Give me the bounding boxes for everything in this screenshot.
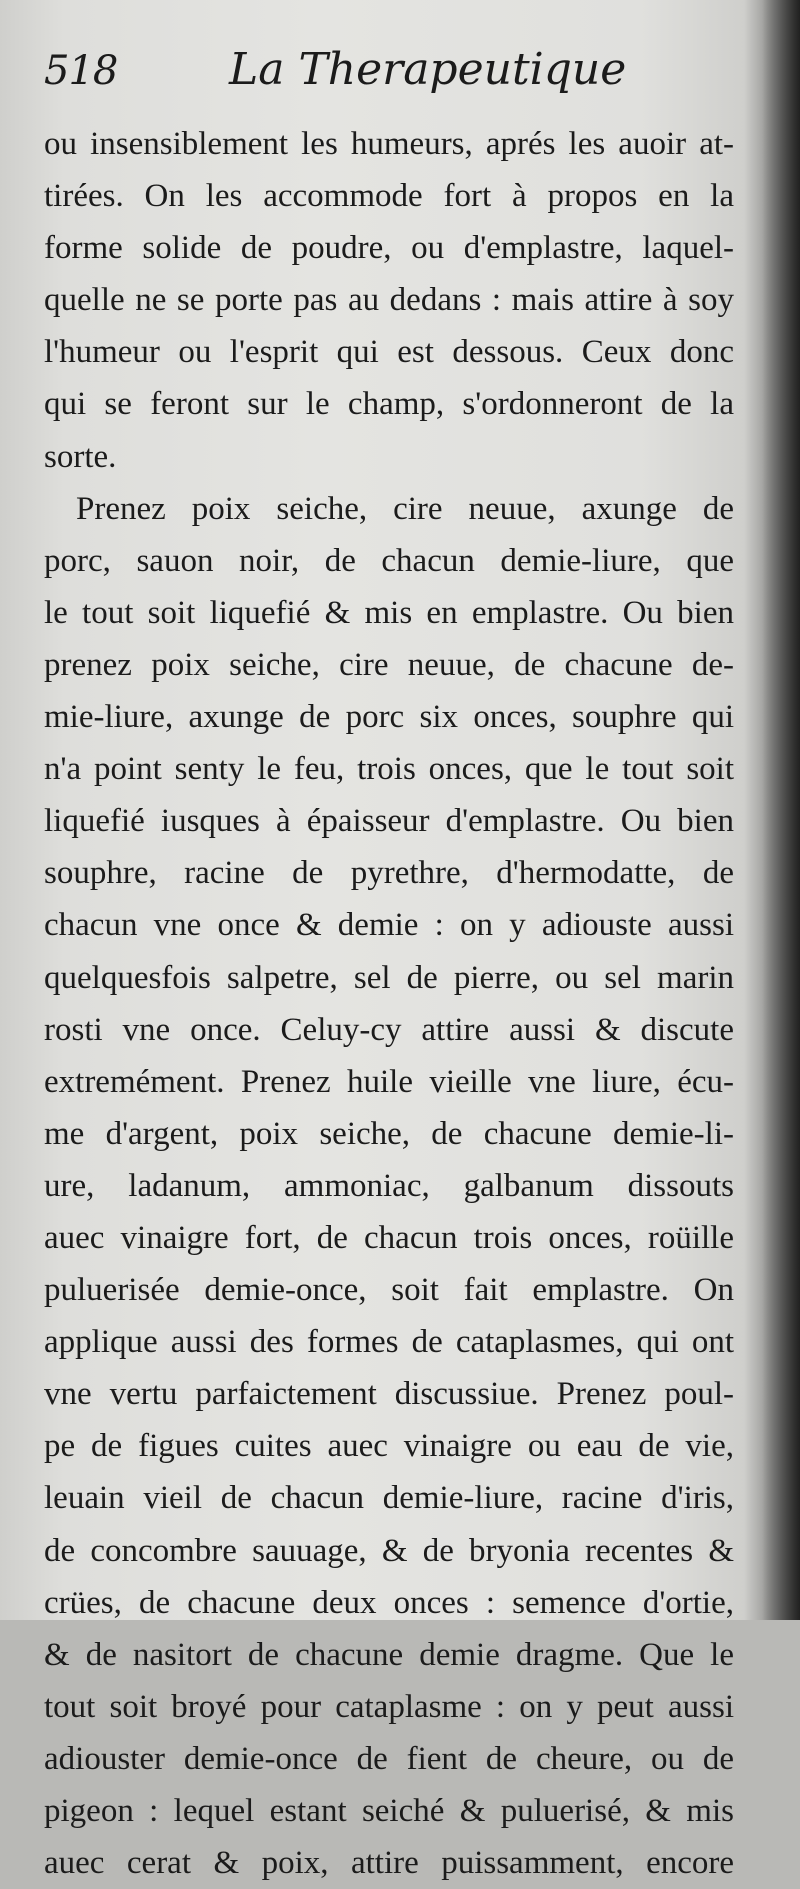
page-header <box>44 44 734 114</box>
text-line: souphre, racine de pyrethre, d'hermodatte, de <box>44 855 734 892</box>
text-line: vne vertu parfaictement discussiue. Prenez poul- <box>44 1376 734 1413</box>
running-title: La Therapeutique <box>229 44 627 95</box>
text-line: me d'argent, poix seiche, de chacune demie-li- <box>44 1115 734 1152</box>
text-line: auec cerat & poix, attire puissamment, encore <box>44 1845 734 1882</box>
body-text <box>44 118 734 1889</box>
text-line: porc, sauon noir, de chacun demie-liure, que <box>44 542 734 579</box>
text-line: qui se feront sur le champ, s'ordonneront de la <box>44 386 734 423</box>
text-line: tirées. On les accommode fort à propos en la <box>44 178 734 215</box>
text-line: mie-liure, axunge de porc six onces, souphre qui <box>44 699 734 736</box>
text-line: extremément. Prenez huile vieille vne liure, écu- <box>44 1063 734 1100</box>
text-line: pigeon : lequel estant seiché & puluerisé, & mis <box>44 1793 734 1829</box>
text-line: liquefié iusques à épaisseur d'emplastre. Ou bien <box>44 803 734 840</box>
page-number: 518 <box>44 48 118 94</box>
text-line: quelle ne se porte pas au dedans : mais attire à soy <box>44 282 734 319</box>
text-line: sorte. <box>44 438 117 475</box>
text-line: & de nasitort de chacune demie dragme. Que le <box>44 1636 734 1673</box>
paragraph-first-line: Prenez poix seiche, cire neuue, axunge de <box>76 490 734 527</box>
text-line: forme solide de poudre, ou d'emplastre, laquel- <box>44 230 734 267</box>
text-line: applique aussi des formes de cataplasmes, qui ont <box>44 1324 734 1361</box>
text-line: adiouster demie-once de fient de cheure, ou de <box>44 1740 734 1777</box>
text-line: auec vinaigre fort, de chacun trois onces, roüille <box>44 1219 734 1256</box>
text-line: rosti vne once. Celuy-cy attire aussi & discute <box>44 1011 734 1048</box>
book-page <box>44 44 734 1889</box>
text-line: puluerisée demie-once, soit fait emplastre. On <box>44 1272 734 1309</box>
text-line: le tout soit liquefié & mis en emplastre. Ou bien <box>44 594 734 631</box>
text-line: l'humeur ou l'esprit qui est dessous. Ceux donc <box>44 334 734 371</box>
text-line: chacun vne once & demie : on y adiouste aussi <box>44 907 734 944</box>
text-line: pe de figues cuites auec vinaigre ou eau de vie, <box>44 1428 734 1465</box>
text-line: de concombre sauuage, & de bryonia recentes & <box>44 1532 734 1569</box>
text-line: prenez poix seiche, cire neuue, de chacune de- <box>44 646 734 683</box>
text-line: n'a point senty le feu, trois onces, que le tout soit <box>44 751 734 788</box>
text-line: crües, de chacune deux onces : semence d'ortie, <box>44 1584 734 1621</box>
text-line: ure, ladanum, ammoniac, galbanum dissouts <box>44 1167 734 1204</box>
text-line: tout soit broyé pour cataplasme : on y peut aussi <box>44 1688 734 1725</box>
text-line: leuain vieil de chacun demie-liure, racine d'iris, <box>44 1480 734 1517</box>
text-line: ou insensiblement les humeurs, aprés les auoir at- <box>44 126 734 162</box>
text-line: quelquesfois salpetre, sel de pierre, ou sel marin <box>44 959 734 996</box>
book-gutter-shadow <box>762 0 800 1620</box>
